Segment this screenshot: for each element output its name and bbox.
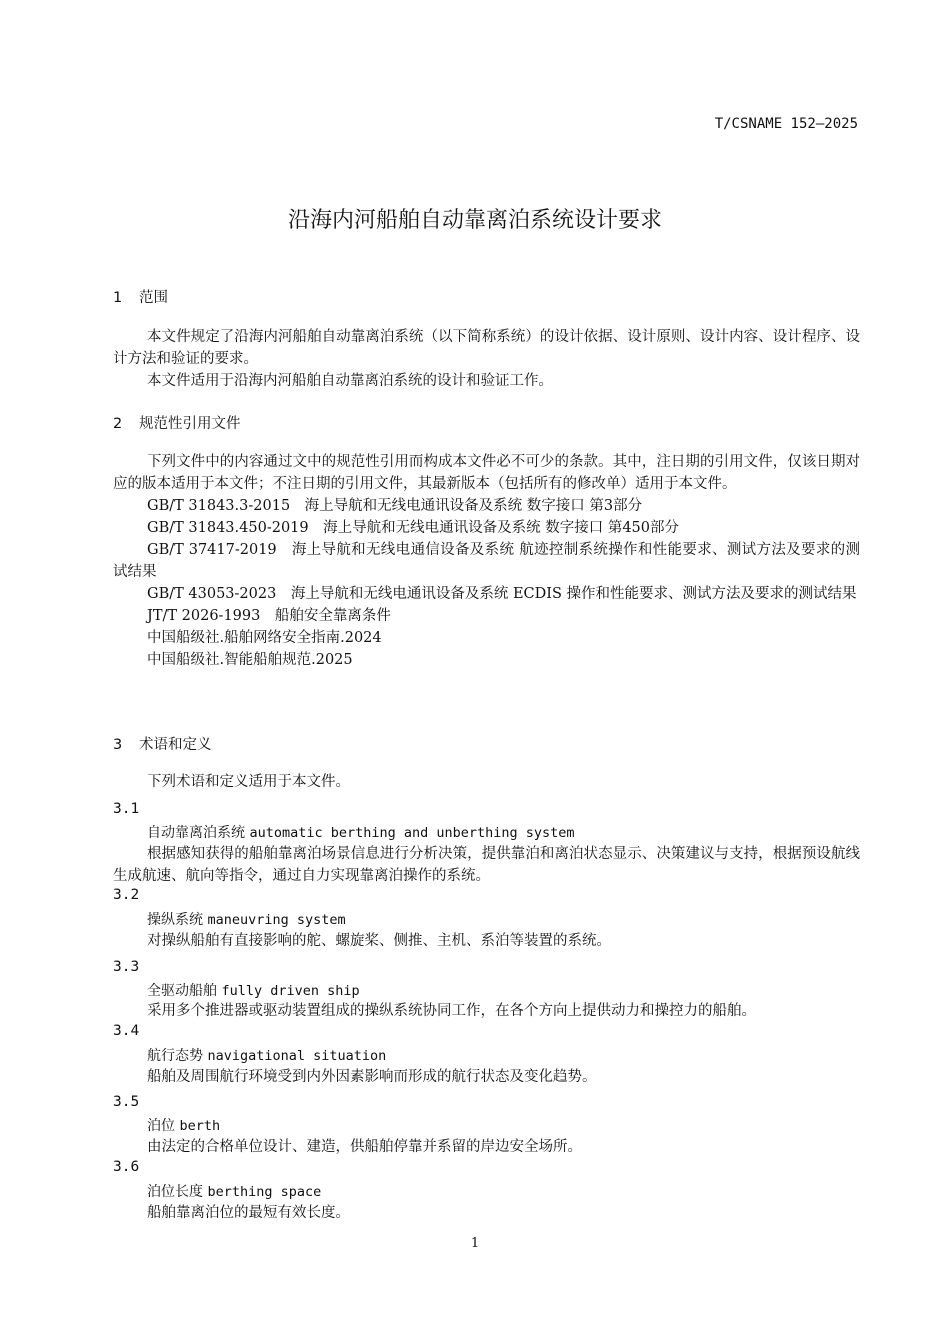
section-3-intro — [113, 771, 860, 793]
term-zh: 泊位 — [147, 1118, 175, 1134]
reference-item: JT/T 2026-1993 船舶安全靠离条件 — [147, 608, 391, 624]
standard-code: T/CSNAME 152—2025 — [714, 116, 858, 132]
term-number: 3.1 — [113, 801, 140, 817]
reference-item: GB/T 43053-2023 海上导航和无线电通讯设备及系统 ECDIS 操作和性能要求、测试方法及要求的测试结果 — [147, 586, 857, 602]
section-1-heading — [113, 286, 168, 307]
term-definition — [113, 1000, 860, 1022]
term-zh: 航行态势 — [147, 1048, 203, 1064]
definition-text: 船舶靠离泊位的最短有效长度。 — [147, 1205, 350, 1221]
term-definition — [113, 930, 860, 952]
term-name — [147, 1181, 321, 1201]
term-en: maneuvring system — [207, 912, 346, 928]
section-2-heading — [113, 412, 241, 433]
paragraph: 下列文件中的内容通过文中的规范性引用而构成本文件必不可少的条款。其中，注日期的引用文件，仅该日期对应的版本适用于本文件；不注日期的引用文件，其最新版本（包括所有的修改单）适用于本文件。 — [113, 454, 860, 492]
definition-text: 由法定的合格单位设计、建造，供船舶停靠并系留的岸边安全场所。 — [147, 1139, 582, 1155]
section-number: 3 — [113, 737, 123, 753]
term-zh: 全驱动船舶 — [147, 983, 217, 999]
section-title: 规范性引用文件 — [139, 416, 241, 432]
definition-text: 对操纵船舶有直接影响的舵、螺旋桨、侧推、主机、系泊等装置的系统。 — [147, 933, 611, 949]
term-en: berth — [179, 1118, 221, 1134]
section-2-body — [113, 451, 860, 671]
term-number: 3.5 — [113, 1094, 140, 1110]
term-en: automatic berthing and unberthing system — [249, 825, 575, 841]
term-name — [147, 980, 360, 1000]
section-number: 2 — [113, 416, 123, 432]
term-definition — [113, 1066, 860, 1088]
definition-text: 船舶及周围航行环境受到内外因素影响而形成的航行状态及变化趋势。 — [147, 1069, 597, 1085]
term-zh: 泊位长度 — [147, 1184, 203, 1200]
document-title: 沿海内河船舶自动靠离泊系统设计要求 — [287, 208, 662, 233]
term-number: 3.3 — [113, 959, 140, 975]
section-title: 术语和定义 — [139, 737, 212, 753]
term-number: 3.2 — [113, 887, 140, 903]
paragraph: 本文件规定了沿海内河船舶自动靠离泊系统（以下简称系统）的设计依据、设计原则、设计内容、设计程序、设计方法和验证的要求。 — [113, 329, 860, 367]
reference-item: GB/T 31843.3-2015 海上导航和无线电通讯设备及系统 数字接口 第3部分 — [147, 498, 643, 514]
term-name — [147, 1045, 386, 1065]
term-name — [147, 1115, 220, 1135]
term-en: navigational situation — [207, 1048, 387, 1064]
reference-item: 中国船级社.船舶网络安全指南.2024 — [147, 630, 382, 646]
term-definition — [113, 1202, 860, 1224]
definition-text: 根据感知获得的船舶靠离泊场景信息进行分析决策，提供靠泊和离泊状态显示、决策建议与支持，根据预设航线生成航速、航向等指令，通过自力实现靠离泊操作的系统。 — [113, 846, 860, 884]
term-zh: 操纵系统 — [147, 912, 203, 928]
reference-item: GB/T 37417-2019 海上导航和无线电通信设备及系统 航迹控制系统操作和性能要求、测试方法及要求的测试结果 — [113, 542, 860, 580]
term-definition — [113, 843, 860, 887]
term-name — [147, 909, 346, 929]
section-1-body — [113, 326, 860, 392]
term-en: fully driven ship — [221, 983, 360, 999]
section-3-heading — [113, 733, 212, 754]
term-definition — [113, 1136, 860, 1158]
paragraph: 下列术语和定义适用于本文件。 — [147, 774, 350, 790]
definition-text: 采用多个推进器或驱动装置组成的操纵系统协同工作，在各个方向上提供动力和操控力的船舶。 — [147, 1003, 756, 1019]
page-number: 1 — [470, 1236, 480, 1251]
section-title: 范围 — [139, 290, 168, 306]
section-number: 1 — [113, 290, 123, 306]
term-name — [147, 822, 575, 842]
reference-item: GB/T 31843.450-2019 海上导航和无线电通讯设备及系统 数字接口 第450部分 — [147, 520, 680, 536]
paragraph: 本文件适用于沿海内河船舶自动靠离泊系统的设计和验证工作。 — [147, 373, 553, 389]
term-number: 3.4 — [113, 1023, 140, 1039]
term-number: 3.6 — [113, 1159, 140, 1175]
term-en: berthing space — [207, 1184, 322, 1200]
term-zh: 自动靠离泊系统 — [147, 825, 245, 841]
reference-item: 中国船级社.智能船舶规范.2025 — [147, 652, 353, 668]
